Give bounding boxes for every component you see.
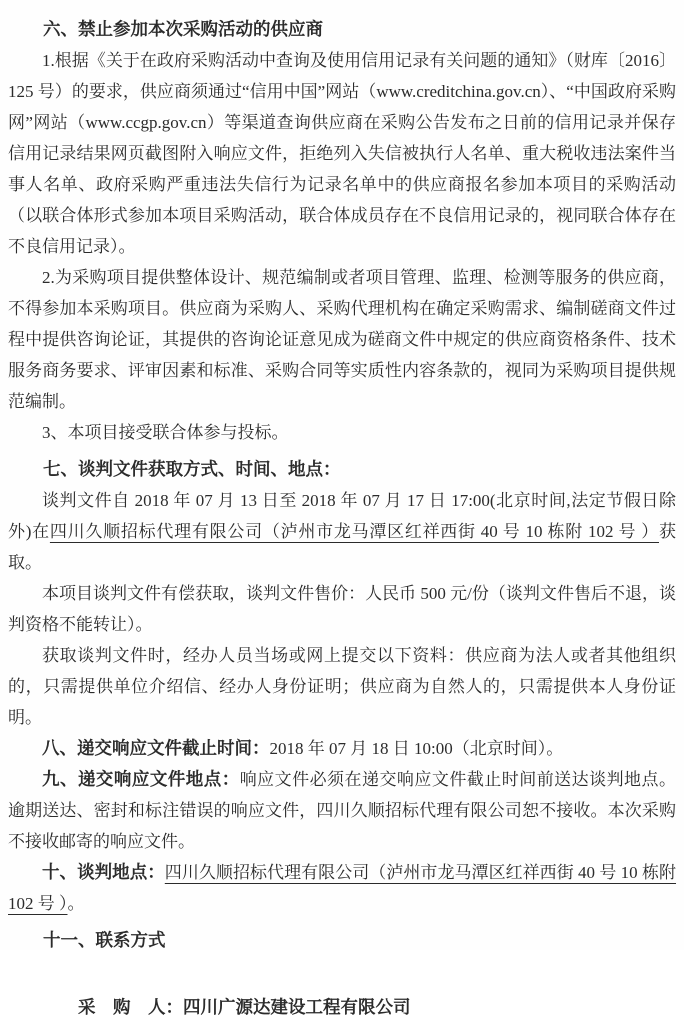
section-8-line — [8, 733, 676, 764]
section-9-line — [8, 764, 676, 857]
agency-address-underlined: 四川久顺招标代理有限公司（泸州市龙马潭区红祥西街 40 号 10 栋附 102 号 ） — [49, 522, 659, 541]
section-8-heading: 八、递交响应文件截止时间： — [42, 738, 270, 758]
section-9-heading: 九、递交响应文件地点： — [42, 769, 240, 789]
section-6-heading: 六、禁止参加本次采购活动的供应商 — [43, 19, 323, 39]
section-8-deadline-text: 2018 年 07 月 18 日 10:00（北京时间）。 — [269, 739, 564, 758]
section-7-heading: 七、谈判文件获取方式、时间、地点： — [43, 459, 341, 479]
section-10-line — [8, 857, 676, 919]
section-11-heading: 十一、联系方式 — [43, 930, 166, 950]
negotiation-address-underlined: 四川久顺招标代理有限公司（泸州市龙马潭区红祥西街 40 号 10 栋附 102 号 ） — [8, 863, 677, 913]
section-10-heading: 十、谈判地点： — [42, 862, 165, 882]
obtain-time-text: 谈判文件自 2018 年 07 月 13 日至 2018 年 07 月 17 日 17:00(北京时间,法定节假日除外)在 — [8, 491, 676, 541]
section-6-paragraph-service-providers: 2.为采购项目提供整体设计、规范编制或者项目管理、监理、检测等服务的供应商，不得参加本采购项目。供应商为采购人、采购代理机构在确定采购需求、编制磋商文件过程中提供咨询论证，其提供的咨询论证意见成为磋商文件中规定的供应商资格条件、技术服务商务要求、评审因素和标准、采购合同等实质性内容条款的，视同为采购项目提供规范编制。 — [8, 268, 676, 411]
section-7-paragraph-obtain-time — [8, 485, 676, 578]
section-7-paragraph-price: 本项目谈判文件有偿获取，谈判文件售价：人民币 500 元/份（谈判文件售后不退，谈判资格不能转让）。 — [8, 584, 676, 634]
obtain-suffix-text: 获取。 — [8, 522, 676, 572]
section-10-suffix: 。 — [67, 894, 85, 913]
section-6-paragraph-consortium: 3、本项目接受联合体参与投标。 — [42, 423, 289, 442]
section-9-location-text: 响应文件必须在递交响应文件截止时间前送达谈判地点。逾期送达、密封和标注错误的响应文件，四川久顺招标代理有限公司恕不接收。本次采购不接收邮寄的响应文件。 — [8, 770, 677, 851]
section-6-paragraph-credit-records: 1.根据《关于在政府采购活动中查询及使用信用记录有关问题的通知》（财库〔2016〕125 号）的要求，供应商须通过“信用中国”网站（www.creditchina.gov.cn）、“中国政府采购网”网站（www.ccgp.gov.cn）等渠道查询供应商在采购公告发布之日前的信用记录并保存信用记录结果网页截图附入响应文件，拒绝列入失信被执行人名单、重大税收违法案件当事人名单、政府采购严重违法失信行为记录名单中的供应商报名参加本项目的采购活动（以联合体形式参加本项目采购活动，联合体成员存在不良信用记录的，视同联合体存在不良信用记录）。 — [8, 51, 676, 256]
purchaser-line: 采 购 人：四川广源达建设工程有限公司 — [78, 997, 411, 1017]
section-7-paragraph-materials: 获取谈判文件时，经办人员当场或网上提交以下资料：供应商为法人或者其他组织的，只需提供单位介绍信、经办人身份证明；供应商为自然人的，只需提供本人身份证明。 — [8, 646, 676, 727]
